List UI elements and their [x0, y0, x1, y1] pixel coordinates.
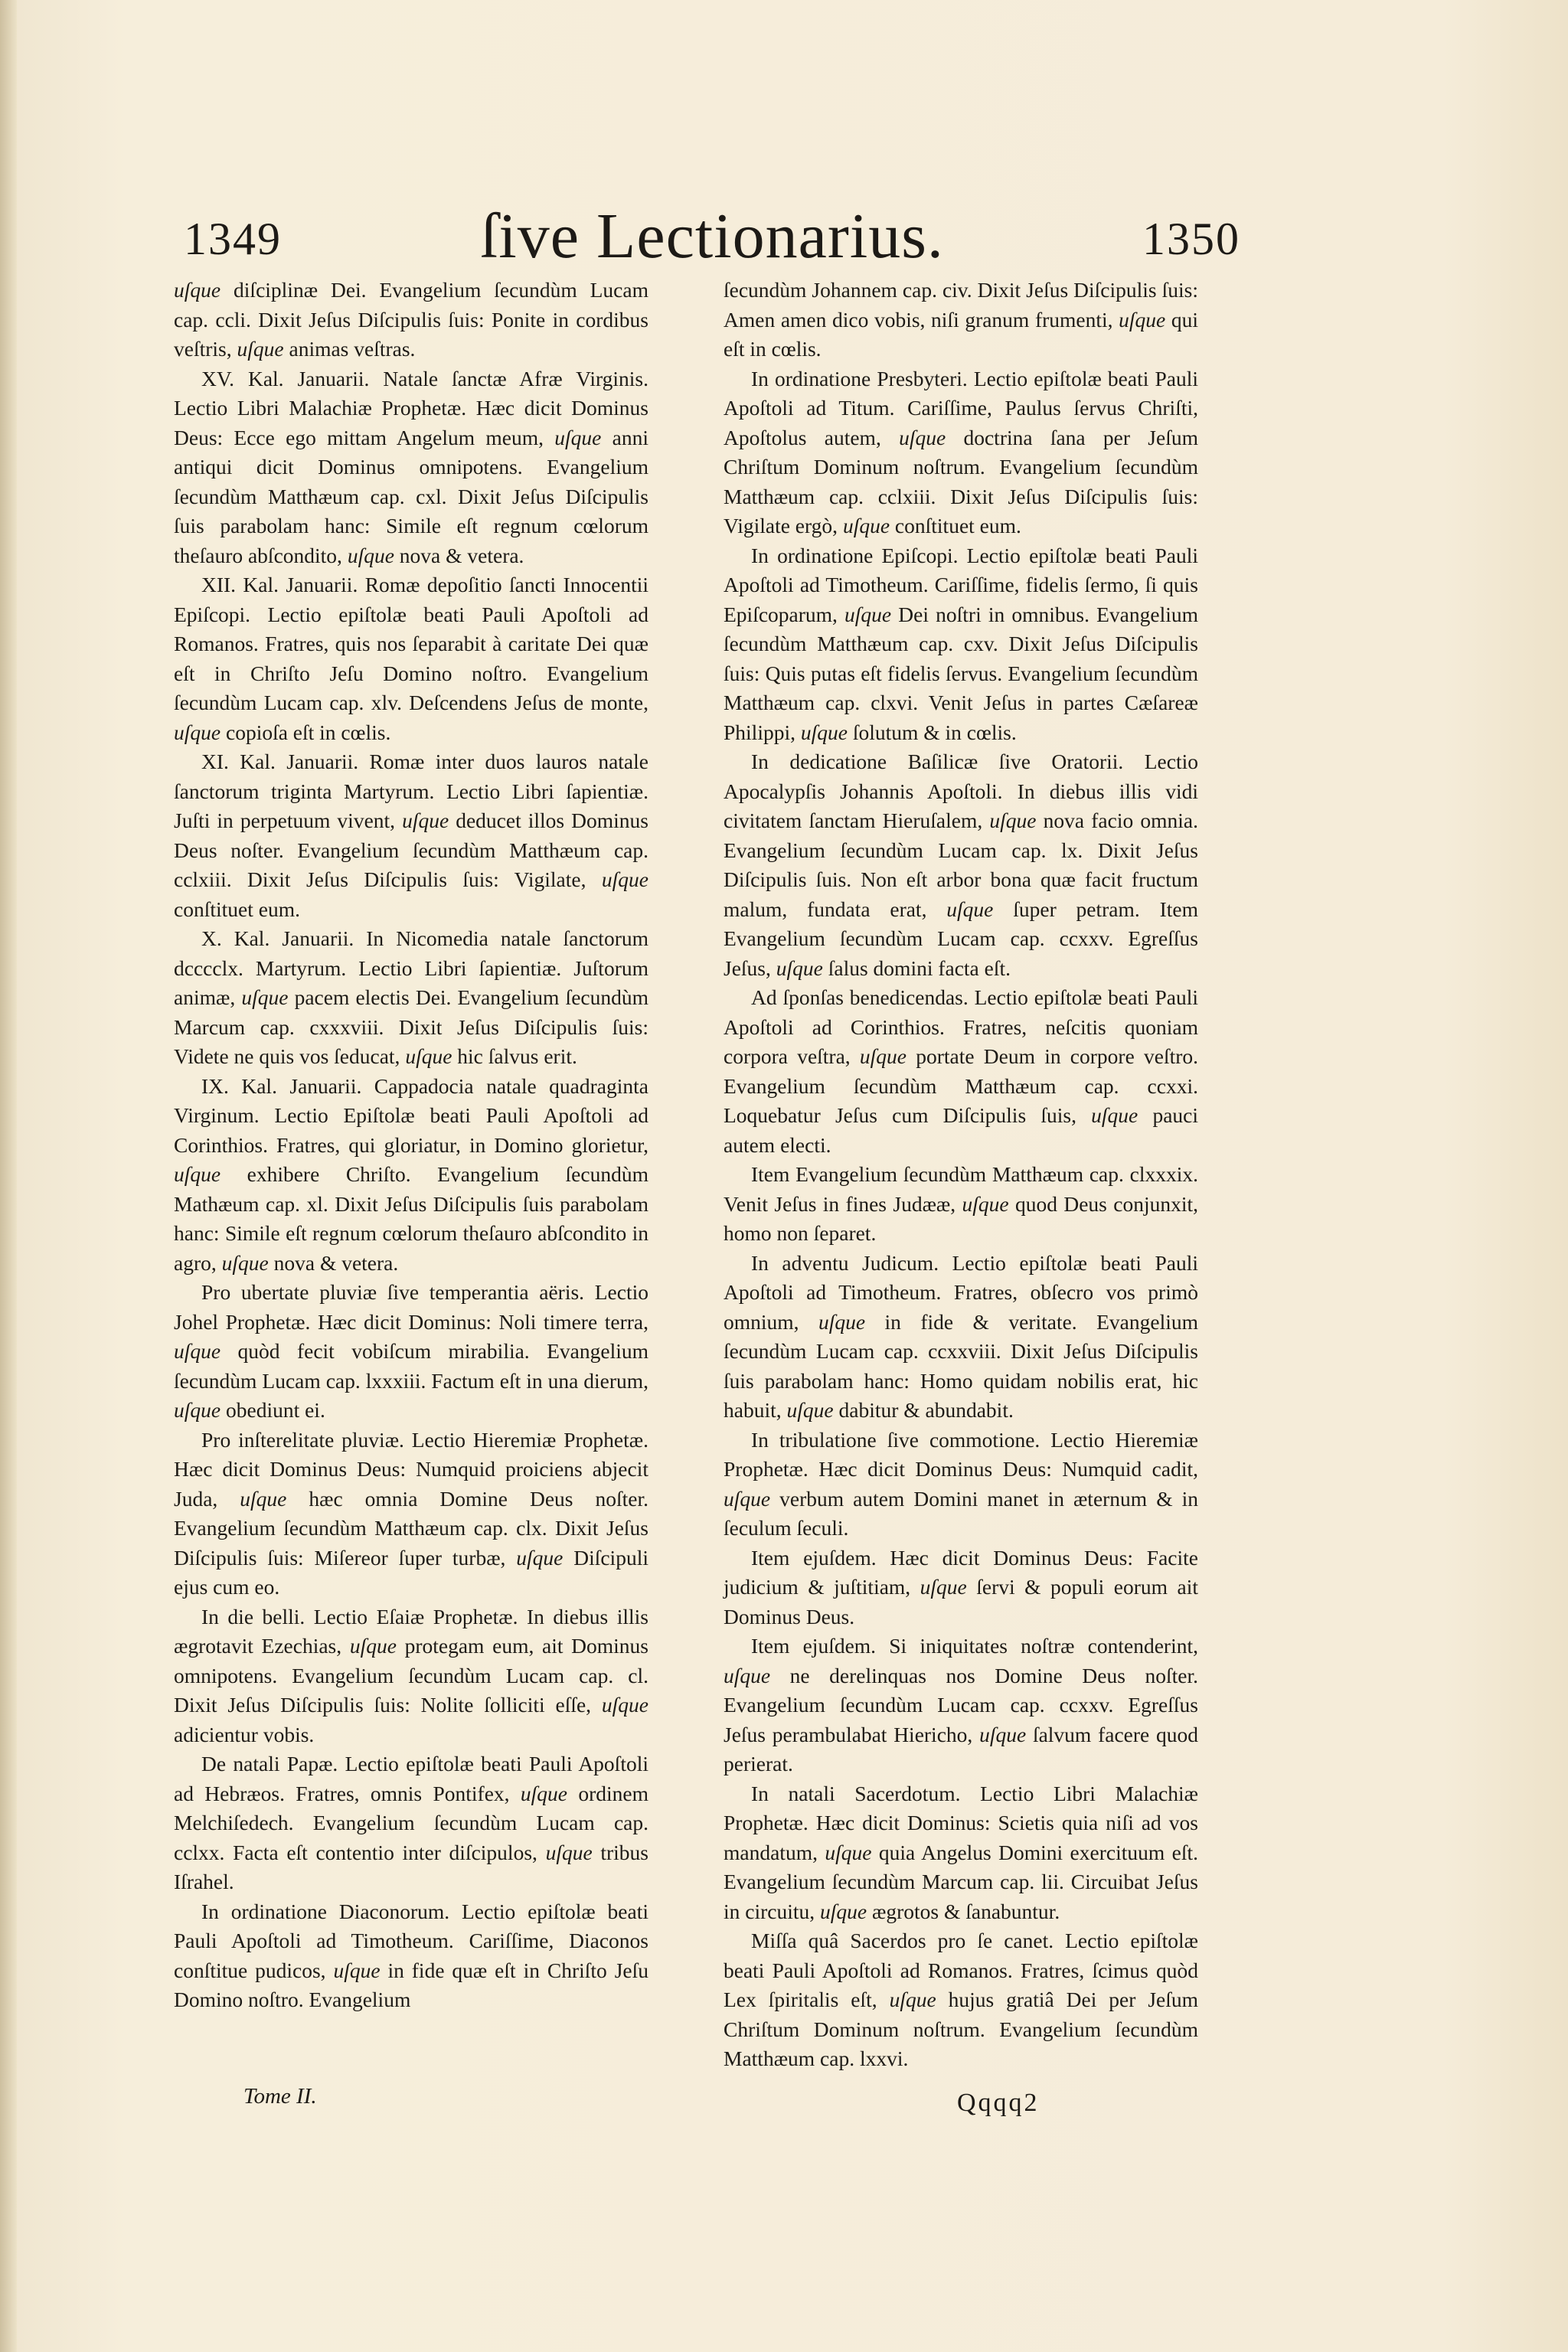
italic-text: uſque — [520, 1781, 567, 1805]
paragraph — [174, 1278, 648, 1426]
italic-text: uſque — [349, 1634, 397, 1658]
italic-text: uſque — [347, 543, 394, 567]
italic-text: uſque — [545, 1840, 593, 1864]
text-run: exhibere Chriſto. Evangelium ſecundùm Mathæum cap. xl. Dixit Jeſus Diſcipulis ſuis parabolam hanc: Simile eſt regnum cœlorum theſauro abſcondito in agro, — [174, 1162, 648, 1275]
text-run: In ordinatione Epiſcopi. Lectio epiſtolæ beati Pauli Apoſtoli ad Timotheum. Cariſſime, fidelis ſermo, ſi quis Epiſcoparum, — [724, 543, 1198, 626]
text-run: ſervi & populi eorum ait Dominus Deus. — [724, 1575, 1198, 1628]
paragraph — [174, 747, 648, 924]
paragraph — [724, 276, 1198, 364]
italic-text: uſque — [842, 514, 890, 537]
volume-signature: Tome II. — [243, 2084, 317, 2109]
paragraph — [724, 1426, 1198, 1544]
italic-text: uſque — [859, 1044, 906, 1068]
text-run: hic ſalvus erit. — [452, 1044, 577, 1068]
text-run: pauci autem electi. — [724, 1103, 1198, 1157]
text-run: deducet illos Dominus Deus noſter. Evangelium ſecundùm Matthæum cap. cclxiii. Dixit Jeſus Diſcipulis ſuis: Vigilate, — [174, 808, 648, 891]
text-run: In adventu Judicum. Lectio epiſtolæ beati Pauli Apoſtoli ad Timotheum. Fratres, obſecro vos primò omnium, — [724, 1250, 1198, 1334]
text-run: In die belli. Lectio Eſaiæ Prophetæ. In diebus illis ægrotavit Ezechias, — [174, 1604, 648, 1658]
paragraph — [174, 1072, 648, 1279]
italic-text: uſque — [786, 1398, 834, 1422]
italic-text: uſque — [333, 1958, 381, 1982]
text-run: obediunt ei. — [220, 1398, 325, 1422]
italic-text: uſque — [946, 897, 994, 921]
text-run: Item ejuſdem. Hæc dicit Dominus Deus: Facite judicium & juſtitiam, — [724, 1545, 1198, 1599]
text-run: X. Kal. Januarii. In Nicomedia natale ſanctorum dcccclx. Martyrum. Lectio Libri ſapientiæ. Juſtorum animæ, — [174, 926, 648, 1009]
italic-text: uſque — [818, 1309, 866, 1334]
text-run: Item ejuſdem. Si iniquitates noſtræ contenderint, — [751, 1634, 1198, 1658]
italic-text: uſque — [240, 1486, 287, 1511]
text-run: XII. Kal. Januarii. Romæ depoſitio ſancti Innocentii Epiſcopi. Lectio epiſtolæ beati Pauli Apoſtoli ad Romanos. Fratres, quis nos ſeparabit à caritate Dei quæ eſt in Chriſto Jeſu Domino noſtro. Evangelium ſecundùm Lucam cap. xlv. Deſcendens Jeſus de monte, — [174, 573, 648, 714]
italic-text: uſque — [979, 1722, 1027, 1746]
italic-text: uſque — [237, 337, 284, 361]
paragraph — [724, 1544, 1198, 1632]
paragraph — [724, 1632, 1198, 1779]
italic-text: uſque — [800, 720, 848, 744]
italic-text: uſque — [174, 1162, 221, 1186]
text-run: XV. Kal. Januarii. Natale ſanctæ Afræ Virginis. Lectio Libri Malachiæ Prophetæ. Hæc dicit Dominus Deus: Ecce ego mittam Angelum meum, — [174, 366, 648, 449]
gathering-signature: Qqqq2 — [957, 2089, 1040, 2117]
italic-text: uſque — [405, 1044, 452, 1068]
text-run: qui eſt in cœlis. — [724, 307, 1198, 361]
italic-text: uſque — [601, 867, 648, 891]
text-run: copioſa eſt in cœlis. — [220, 720, 391, 744]
text-run: ne derelinquas nos Domine Deus noſter. Evangelium ſecundùm Lucam cap. ccxxv. Egreſſus Jeſus perambulabat Hiericho, — [724, 1663, 1198, 1746]
italic-text: uſque — [724, 1663, 771, 1687]
page-number-left: 1349 — [184, 214, 282, 264]
text-run: ſalvum facere quod perierat. — [724, 1722, 1199, 1775]
text-run: anni antiqui dicit Dominus omnipotens. Evangelium ſecundùm Matthæum cap. cxl. Dixit Jeſus Diſcipulis ſuis parabolam hanc: Simile eſt regnum cœlorum theſauro abſcondito, — [174, 425, 648, 567]
paragraph — [174, 1749, 648, 1897]
italic-text: uſque — [989, 808, 1037, 832]
paragraph — [724, 1160, 1198, 1249]
text-run: In ordinatione Diaconorum. Lectio epiſtolæ beati Pauli Apoſtoli ad Timotheum. Cariſſime, Diaconos conſtitue pudicos, — [174, 1899, 648, 1982]
text-run: Ad ſponſas benedicendas. Lectio epiſtolæ beati Pauli Apoſtoli ad Corinthios. Fratres, neſcitis quoniam corpora veſtra, — [724, 985, 1198, 1068]
text-run: Item Evangelium ſecundùm Matthæum cap. clxxxix. Venit Jeſus in fines Judææ, — [724, 1162, 1198, 1216]
text-run: Dei noſtri in omnibus. Evangelium ſecundùm Matthæum cap. cxv. Dixit Jeſus Diſcipulis ſuis: Quis putas eſt fidelis ſervus. Evangelium ſecundùm Matthæum cap. clxvi. Venit Jeſus in partes Cæſareæ Philippi, — [724, 602, 1198, 744]
paragraph — [174, 1602, 648, 1750]
running-title: ſive Lectionarius. — [480, 201, 944, 272]
text-run: hujus gratiâ Dei per Jeſum Chriſtum Dominum noſtrum. Evangelium ſecundùm Matthæum cap. lxxvi. — [724, 1988, 1199, 2070]
text-run: IX. Kal. Januarii. Cappadocia natale quadraginta Virginum. Lectio Epiſtolæ beati Pauli Apoſtoli ad Corinthios. Fratres, qui gloriatur, in Domino glorietur, — [174, 1073, 648, 1157]
italic-text: uſque — [241, 985, 289, 1009]
text-run: nova & vetera. — [394, 543, 524, 567]
paragraph — [174, 570, 648, 747]
italic-text: uſque — [825, 1840, 872, 1864]
text-run: pacem electis Dei. Evangelium ſecundùm Marcum cap. cxxxviii. Dixit Jeſus Diſcipulis ſuis: Videte ne quis vos ſeducat, — [174, 985, 648, 1068]
text-run: verbum autem Domini manet in æternum & in ſeculum ſeculi. — [724, 1486, 1198, 1540]
text-run: nova facio omnia. Evangelium ſecundùm Lucam cap. lx. Dixit Jeſus Diſcipulis ſuis. Non eſt arbor bona quæ facit fructum malum, fundata erat, — [724, 808, 1198, 921]
italic-text: uſque — [820, 1899, 867, 1923]
paragraph — [174, 924, 648, 1072]
italic-text: uſque — [724, 1486, 771, 1511]
text-run: ſecundùm Johannem cap. civ. Dixit Jeſus Diſcipulis ſuis: Amen amen dico vobis, niſi granum frumenti, — [724, 278, 1198, 332]
text-run: Pro inſterelitate pluviæ. Lectio Hieremiæ Prophetæ. Hæc dicit Dominus Deus: Numquid proiciens abjecit Juda, — [174, 1427, 648, 1511]
italic-text: uſque — [601, 1693, 648, 1717]
text-run: adicientur vobis. — [174, 1722, 315, 1746]
text-run: protegam eum, ait Dominus omnipotens. Evangelium ſecundùm Lucam cap. cl. Dixit Jeſus Diſcipulis ſuis: Nolite ſolliciti eſſe, — [174, 1634, 648, 1717]
paragraph — [174, 1426, 648, 1602]
page-gutter — [0, 0, 17, 2352]
paragraph — [724, 541, 1198, 748]
italic-text: uſque — [174, 720, 221, 744]
text-run: tribus Iſrahel. — [174, 1840, 648, 1893]
text-run: diſciplinæ Dei. Evangelium ſecundùm Lucam cap. ccli. Dixit Jeſus Diſcipulis ſuis: Ponite in cordibus veſtris, — [174, 278, 648, 361]
text-run: Miſſa quâ Sacerdos pro ſe canet. Lectio epiſtolæ beati Pauli Apoſtoli ad Romanos. Fratres, ſcimus quòd Lex ſpiritalis eſt, — [724, 1929, 1198, 2011]
text-run: quod Deus conjunxit, homo non ſeparet. — [724, 1191, 1199, 1245]
italic-text: uſque — [174, 1339, 221, 1363]
italic-text: uſque — [920, 1575, 967, 1599]
text-run: ægrotos & ſanabuntur. — [867, 1899, 1060, 1923]
italic-text: uſque — [899, 425, 946, 449]
running-head — [184, 199, 1240, 283]
italic-text: uſque — [1091, 1103, 1138, 1127]
italic-text: uſque — [889, 1988, 936, 2011]
text-run: doctrina ſana per Jeſum Chriſtum Dominum noſtrum. Evangelium ſecundùm Matthæum cap. cclxiii. Dixit Jeſus Diſcipulis ſuis: Vigilate ergò, — [724, 425, 1198, 537]
italic-text: uſque — [402, 808, 449, 832]
text-run: Pro ubertate pluviæ ſive temperantia aëris. Lectio Johel Prophetæ. Hæc dicit Dominus: Noli timere terra, — [174, 1280, 648, 1334]
italic-text: uſque — [554, 425, 602, 449]
right-column — [724, 276, 1198, 2074]
text-run: quòd fecit vobiſcum mirabilia. Evangelium ſecundùm Lucam cap. lxxxiii. Factum eſt in una dierum, — [174, 1339, 648, 1393]
italic-text: uſque — [844, 602, 892, 626]
paragraph — [724, 747, 1198, 983]
italic-text: uſque — [221, 1250, 269, 1275]
text-run: De natali Papæ. Lectio epiſtolæ beati Pauli Apoſtoli ad Hebræos. Fratres, omnis Pontifex, — [174, 1752, 648, 1805]
text-run: XI. Kal. Januarii. Romæ inter duos lauros natale ſanctorum triginta Martyrum. Lectio Libri ſapientiæ. Juſti in perpetuum vivent, — [174, 750, 648, 832]
text-run: ſuper petram. Item Evangelium ſecundùm Lucam cap. ccxxv. Egreſſus Jeſus, — [724, 897, 1198, 980]
text-run: dabitur & abundabit. — [833, 1398, 1014, 1422]
italic-text: uſque — [174, 278, 221, 302]
left-column — [174, 276, 648, 2015]
paragraph — [724, 1779, 1198, 1927]
text-run: portate Deum in corpore veſtro. Evangelium ſecundùm Matthæum cap. ccxxi. Loquebatur Jeſus cum Diſcipulis ſuis, — [724, 1044, 1199, 1127]
paragraph — [724, 1249, 1198, 1426]
text-run: quia Angelus Domini exercituum eſt. Evangelium ſecundùm Marcum cap. lii. Circuibat Jeſus in circuitu, — [724, 1840, 1198, 1923]
paragraph — [724, 364, 1198, 541]
text-run: in fide & veritate. Evangelium ſecundùm Lucam cap. ccxxviii. Dixit Jeſus Diſcipulis ſuis parabolam hanc: Homo quidam nobilis erat, hic habuit, — [724, 1309, 1198, 1422]
paragraph — [724, 1926, 1198, 2074]
text-run: nova & vetera. — [268, 1250, 399, 1275]
text-run: In dedicatione Baſilicæ ſive Oratorii. Lectio Apocalypſis Johannis Apoſtoli. In diebus illis vidi civitatem ſanctam Hieruſalem, — [724, 750, 1198, 832]
text-run: In ordinatione Presbyteri. Lectio epiſtolæ beati Pauli Apoſtoli ad Titum. Cariſſime, Paulus ſervus Chriſti, Apoſtolus autem, — [724, 366, 1198, 449]
paragraph — [174, 276, 648, 364]
italic-text: uſque — [516, 1545, 564, 1570]
text-run: in fide quæ eſt in Chriſto Jeſu Domino noſtro. Evangelium — [174, 1958, 648, 2011]
italic-text: uſque — [174, 1398, 221, 1422]
italic-text: uſque — [776, 956, 823, 980]
italic-text: uſque — [1119, 307, 1166, 332]
text-run: conſtituet eum. — [890, 514, 1021, 537]
paragraph — [174, 364, 648, 571]
paragraph — [724, 983, 1198, 1160]
text-run: ordinem Melchiſedech. Evangelium ſecundùm Lucam cap. cclxx. Facta eſt contentio inter diſcipulos, — [174, 1781, 648, 1864]
paragraph — [174, 1897, 648, 2015]
text-run: In natali Sacerdotum. Lectio Libri Malachiæ Prophetæ. Hæc dicit Dominus: Scietis quia niſi ad vos mandatum, — [724, 1781, 1198, 1864]
text-run: animas veſtras. — [283, 337, 416, 361]
text-run: ſolutum & in cœlis. — [847, 720, 1017, 744]
text-run: hæc omnia Domine Deus noſter. Evangelium ſecundùm Matthæum cap. clx. Dixit Jeſus Diſcipulis ſuis: Miſereor ſuper turbæ, — [174, 1486, 648, 1570]
page-number-right: 1350 — [1142, 214, 1240, 264]
text-run: ſalus domini facta eſt. — [822, 956, 1011, 980]
italic-text: uſque — [962, 1191, 1009, 1216]
text-run: Diſcipuli ejus cum eo. — [174, 1545, 648, 1599]
text-run: conſtituet eum. — [174, 897, 300, 921]
text-run: In tribulatione ſive commotione. Lectio Hieremiæ Prophetæ. Hæc dicit Dominus Deus: Numquid cadit, — [724, 1427, 1198, 1481]
